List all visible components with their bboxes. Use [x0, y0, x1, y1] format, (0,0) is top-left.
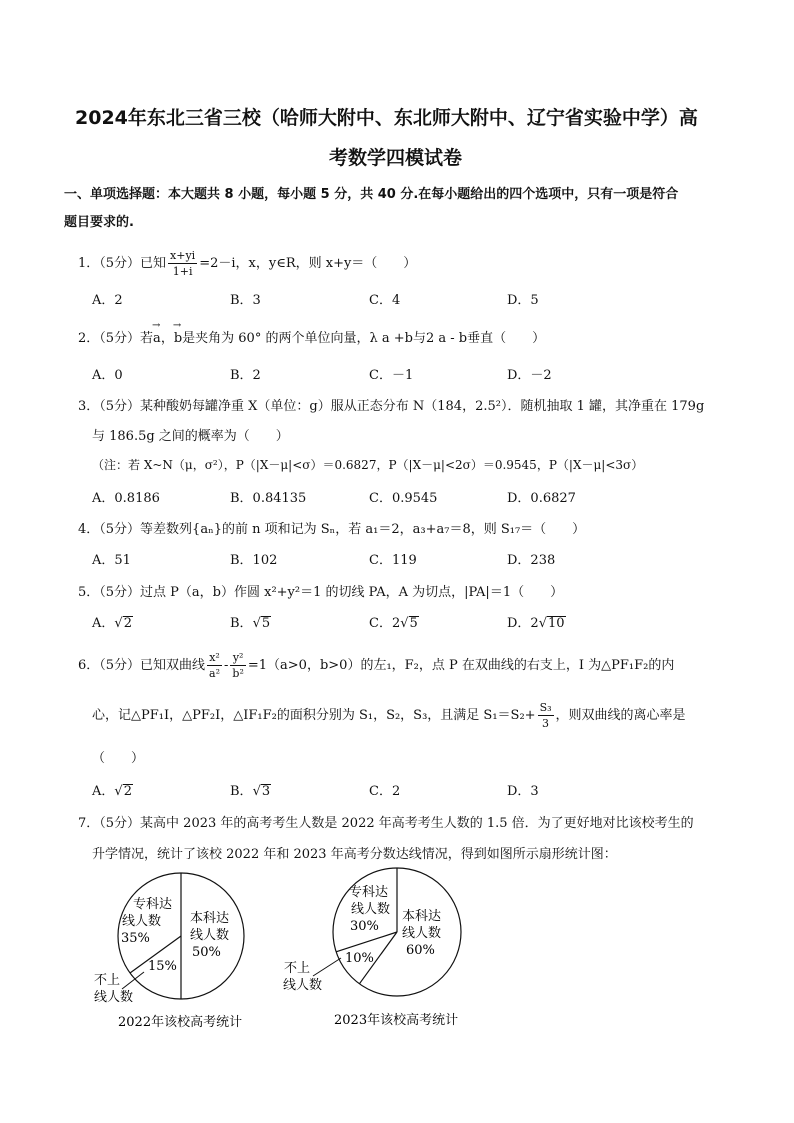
q6-option-c[interactable]: C．2 — [369, 784, 401, 799]
question-2: 2．（5分）若→ a，→ b是夹角为 60° 的两个单位向量，λ a +b与2 a - b垂直（ ） — [78, 327, 545, 346]
q6-suffix: =1（a>0，b>0）的左₁，F₂，点 P 在双曲线的右支上，I 为△PF₁F₂的内 — [247, 658, 675, 673]
pie-2023-label-a3: 60% — [406, 943, 435, 958]
q5-option-a-radicand: 2 — [123, 616, 132, 631]
pie-2022-label-a1: 本科达 — [190, 911, 230, 926]
pie-2022-title: 2022年该校高考统计 — [118, 1015, 243, 1030]
q5-option-b[interactable]: B．√5 — [230, 616, 271, 631]
q5-option-c-radicand: 5 — [409, 616, 418, 631]
q6-line2b: ，则双曲线的离心率是 — [555, 708, 686, 723]
pie-charts-figure — [0, 860, 794, 1040]
q6-option-a-radicand: 2 — [123, 784, 132, 799]
question-1 — [78, 248, 416, 279]
q6-fraction-y-den: b² — [232, 667, 244, 680]
q6-fraction-s3-num: S₃ — [539, 701, 552, 714]
q6-line2 — [92, 700, 686, 731]
q5-text: 5．（5分）过点 P（a，b）作圆 x²+y²＝1 的切线 PA，A 为切点，|PA|＝1（ ） — [78, 585, 564, 600]
q6-option-b-radicand: 3 — [261, 784, 271, 799]
pie-2022-label-c2: 线人数 — [94, 990, 134, 1005]
q6-option-b-label: B． — [230, 784, 253, 799]
q4-option-c[interactable]: C．119 — [369, 553, 417, 568]
q6-line3: （ ） — [92, 751, 145, 766]
q3-line2: 与 186.5g 之间的概率为（ ） — [92, 429, 289, 444]
q1-option-c[interactable]: C．4 — [369, 293, 401, 308]
q2-vector-b: → b — [174, 331, 182, 346]
q2-expression: λ a +b与2 a - b — [369, 331, 468, 346]
pie-2022-label-b1: 专科达 — [133, 897, 173, 912]
q1-denominator: 1+i — [172, 265, 193, 278]
q3-option-a[interactable]: A．0.8186 — [92, 491, 160, 506]
page-title-line2: 考数学四模试卷 — [329, 147, 463, 169]
pie-2023-label-c1: 不上 — [284, 961, 311, 976]
q3-option-b[interactable]: B．0.84135 — [230, 491, 307, 506]
pie-2022-label-a3: 50% — [192, 945, 221, 960]
section-heading-line2: 题目要求的. — [64, 215, 134, 230]
pie-2022-label-a2: 线人数 — [190, 928, 230, 943]
pie-2022-label-c1: 不上 — [94, 973, 121, 988]
pie-2023-label-a1: 本科达 — [402, 909, 442, 924]
pie-2023-label-a2: 线人数 — [402, 926, 442, 941]
q6-line2a: 心，记△PF₁I，△PF₂I，△IF₁F₂的面积分别为 S₁，S₂，S₃，且满足 S₁＝S₂+ — [92, 708, 536, 723]
pie-2022-leader-line — [122, 972, 144, 989]
q7-line1: 7．（5分）某高中 2023 年的高考考生人数是 2022 年高考考生人数的 1.5 倍．为了更好地对比该校考生的 — [78, 816, 694, 831]
q2-option-c[interactable]: C．－1 — [369, 368, 414, 383]
q5-option-d[interactable]: D．2√10 — [507, 616, 565, 631]
q4-option-a[interactable]: A．51 — [92, 553, 131, 568]
q1-numerator: x+yi — [170, 249, 196, 262]
q6-option-b[interactable]: B．√3 — [230, 784, 271, 799]
q5-option-d-radicand: 10 — [548, 616, 565, 631]
q1-option-d[interactable]: D．5 — [507, 293, 539, 308]
q6-fraction-x-den: a² — [209, 667, 221, 680]
pie-2023-label-b3: 30% — [350, 919, 379, 934]
q3-line1: 3．（5分）某种酸奶每罐净重 X（单位：g）服从正态分布 N（184，2.5²）．随机抽取 1 罐，其净重在 179g — [78, 399, 705, 414]
q1-suffix: =2－i，x，y∈R，则 x+y＝（ ） — [199, 256, 417, 271]
q5-option-a-label: A． — [92, 616, 115, 631]
q4-option-d[interactable]: D．238 — [507, 553, 556, 568]
q2-vector-a: → a — [153, 331, 161, 346]
q7-line2: 升学情况，统计了该校 2022 年和 2023 年高考分数达线情况，得到如图所示扇形统计图： — [92, 847, 617, 862]
q5-option-b-label: B． — [230, 616, 253, 631]
q2-prefix: 2．（5分）若 — [78, 331, 154, 346]
q5-option-c-label: C．2 — [369, 616, 401, 631]
pie-2023-title: 2023年该校高考统计 — [334, 1013, 459, 1028]
q3-option-c[interactable]: C．0.9545 — [369, 491, 438, 506]
pie-2023-label-c3: 10% — [345, 951, 374, 966]
pie-chart-2023 — [283, 868, 461, 1028]
section-heading-line1: 一、单项选择题：本大题共 8 小题，每小题 5 分，共 40 分.在每小题给出的四个选项中，只有一项是符合 — [64, 187, 679, 202]
q5-option-b-radicand: 5 — [261, 616, 271, 631]
q2-tail: 垂直（ ） — [467, 331, 546, 346]
q5-option-a[interactable]: A．√2 — [92, 616, 132, 631]
q6-fraction-y — [230, 650, 245, 681]
q1-fraction — [168, 248, 197, 279]
pie-2023-label-c2: 线人数 — [283, 978, 323, 993]
q5-option-c[interactable]: C．2√5 — [369, 616, 418, 631]
q1-option-b[interactable]: B．3 — [230, 293, 261, 308]
q6-fraction-s3 — [538, 700, 554, 731]
q6-line1: 6．（5分）已知双曲线 $\frac{\text{x²}}{\text{a²}}$ - $\frac{\text{y²}}{\text{b²}}$ =1（a>0，b>0）的左₁，F₂，点 P 在双曲线的右支上，I 为△PF₁F₂的内 — [78, 651, 675, 680]
q2-option-a[interactable]: A．0 — [92, 368, 123, 383]
q6-fraction-s3-den: 3 — [542, 717, 550, 730]
pie-2022-label-b3: 35% — [121, 931, 150, 946]
q4-text: 4．（5分）等差数列{aₙ}的前 n 项和记为 Sₙ，若 a₁＝2，a₃+a₇＝8，则 S₁₇＝（ ） — [78, 522, 586, 537]
q6-option-d[interactable]: D．3 — [507, 784, 539, 799]
pie-2022-label-b2: 线人数 — [122, 914, 162, 929]
q1-option-a[interactable]: A．2 — [92, 293, 123, 308]
q6-option-a[interactable]: A．√2 — [92, 784, 132, 799]
q6-prefix: 6．（5分）已知双曲线 — [78, 658, 206, 673]
q1-prefix: 1．（5分）已知 — [78, 256, 167, 271]
q6-fraction-y-num: y² — [230, 650, 245, 666]
q4-option-b[interactable]: B．102 — [230, 553, 278, 568]
pie-2023-slice-boundary-2 — [336, 932, 397, 952]
pie-2023-label-b1: 专科达 — [349, 885, 389, 900]
page-title-line1: 2024年东北三省三校（哈师大附中、东北师大附中、辽宁省实验中学）高 — [75, 107, 698, 129]
q6-fraction-x — [207, 650, 222, 681]
q6-option-a-label: A． — [92, 784, 115, 799]
q2-option-b[interactable]: B．2 — [230, 368, 261, 383]
q2-option-d[interactable]: D．－2 — [507, 368, 552, 383]
q6-fraction-x-num: x² — [207, 650, 222, 666]
q2-mid: 是夹角为 60° 的两个单位向量， — [182, 331, 370, 346]
pie-2023-label-b2: 线人数 — [351, 902, 391, 917]
q3-note: （注：若 X~N（μ，σ²），P（|X－μ|<σ）＝0.6827，P（|X－μ|<2σ）＝0.9545，P（|X－μ|<3σ） — [92, 458, 644, 472]
q5-option-d-label: D．2 — [507, 616, 539, 631]
pie-chart-2022 — [94, 873, 244, 1030]
q3-option-d[interactable]: D．0.6827 — [507, 491, 576, 506]
pie-2023-leader-line — [313, 958, 341, 976]
pie-2022-label-c3: 15% — [148, 959, 177, 974]
